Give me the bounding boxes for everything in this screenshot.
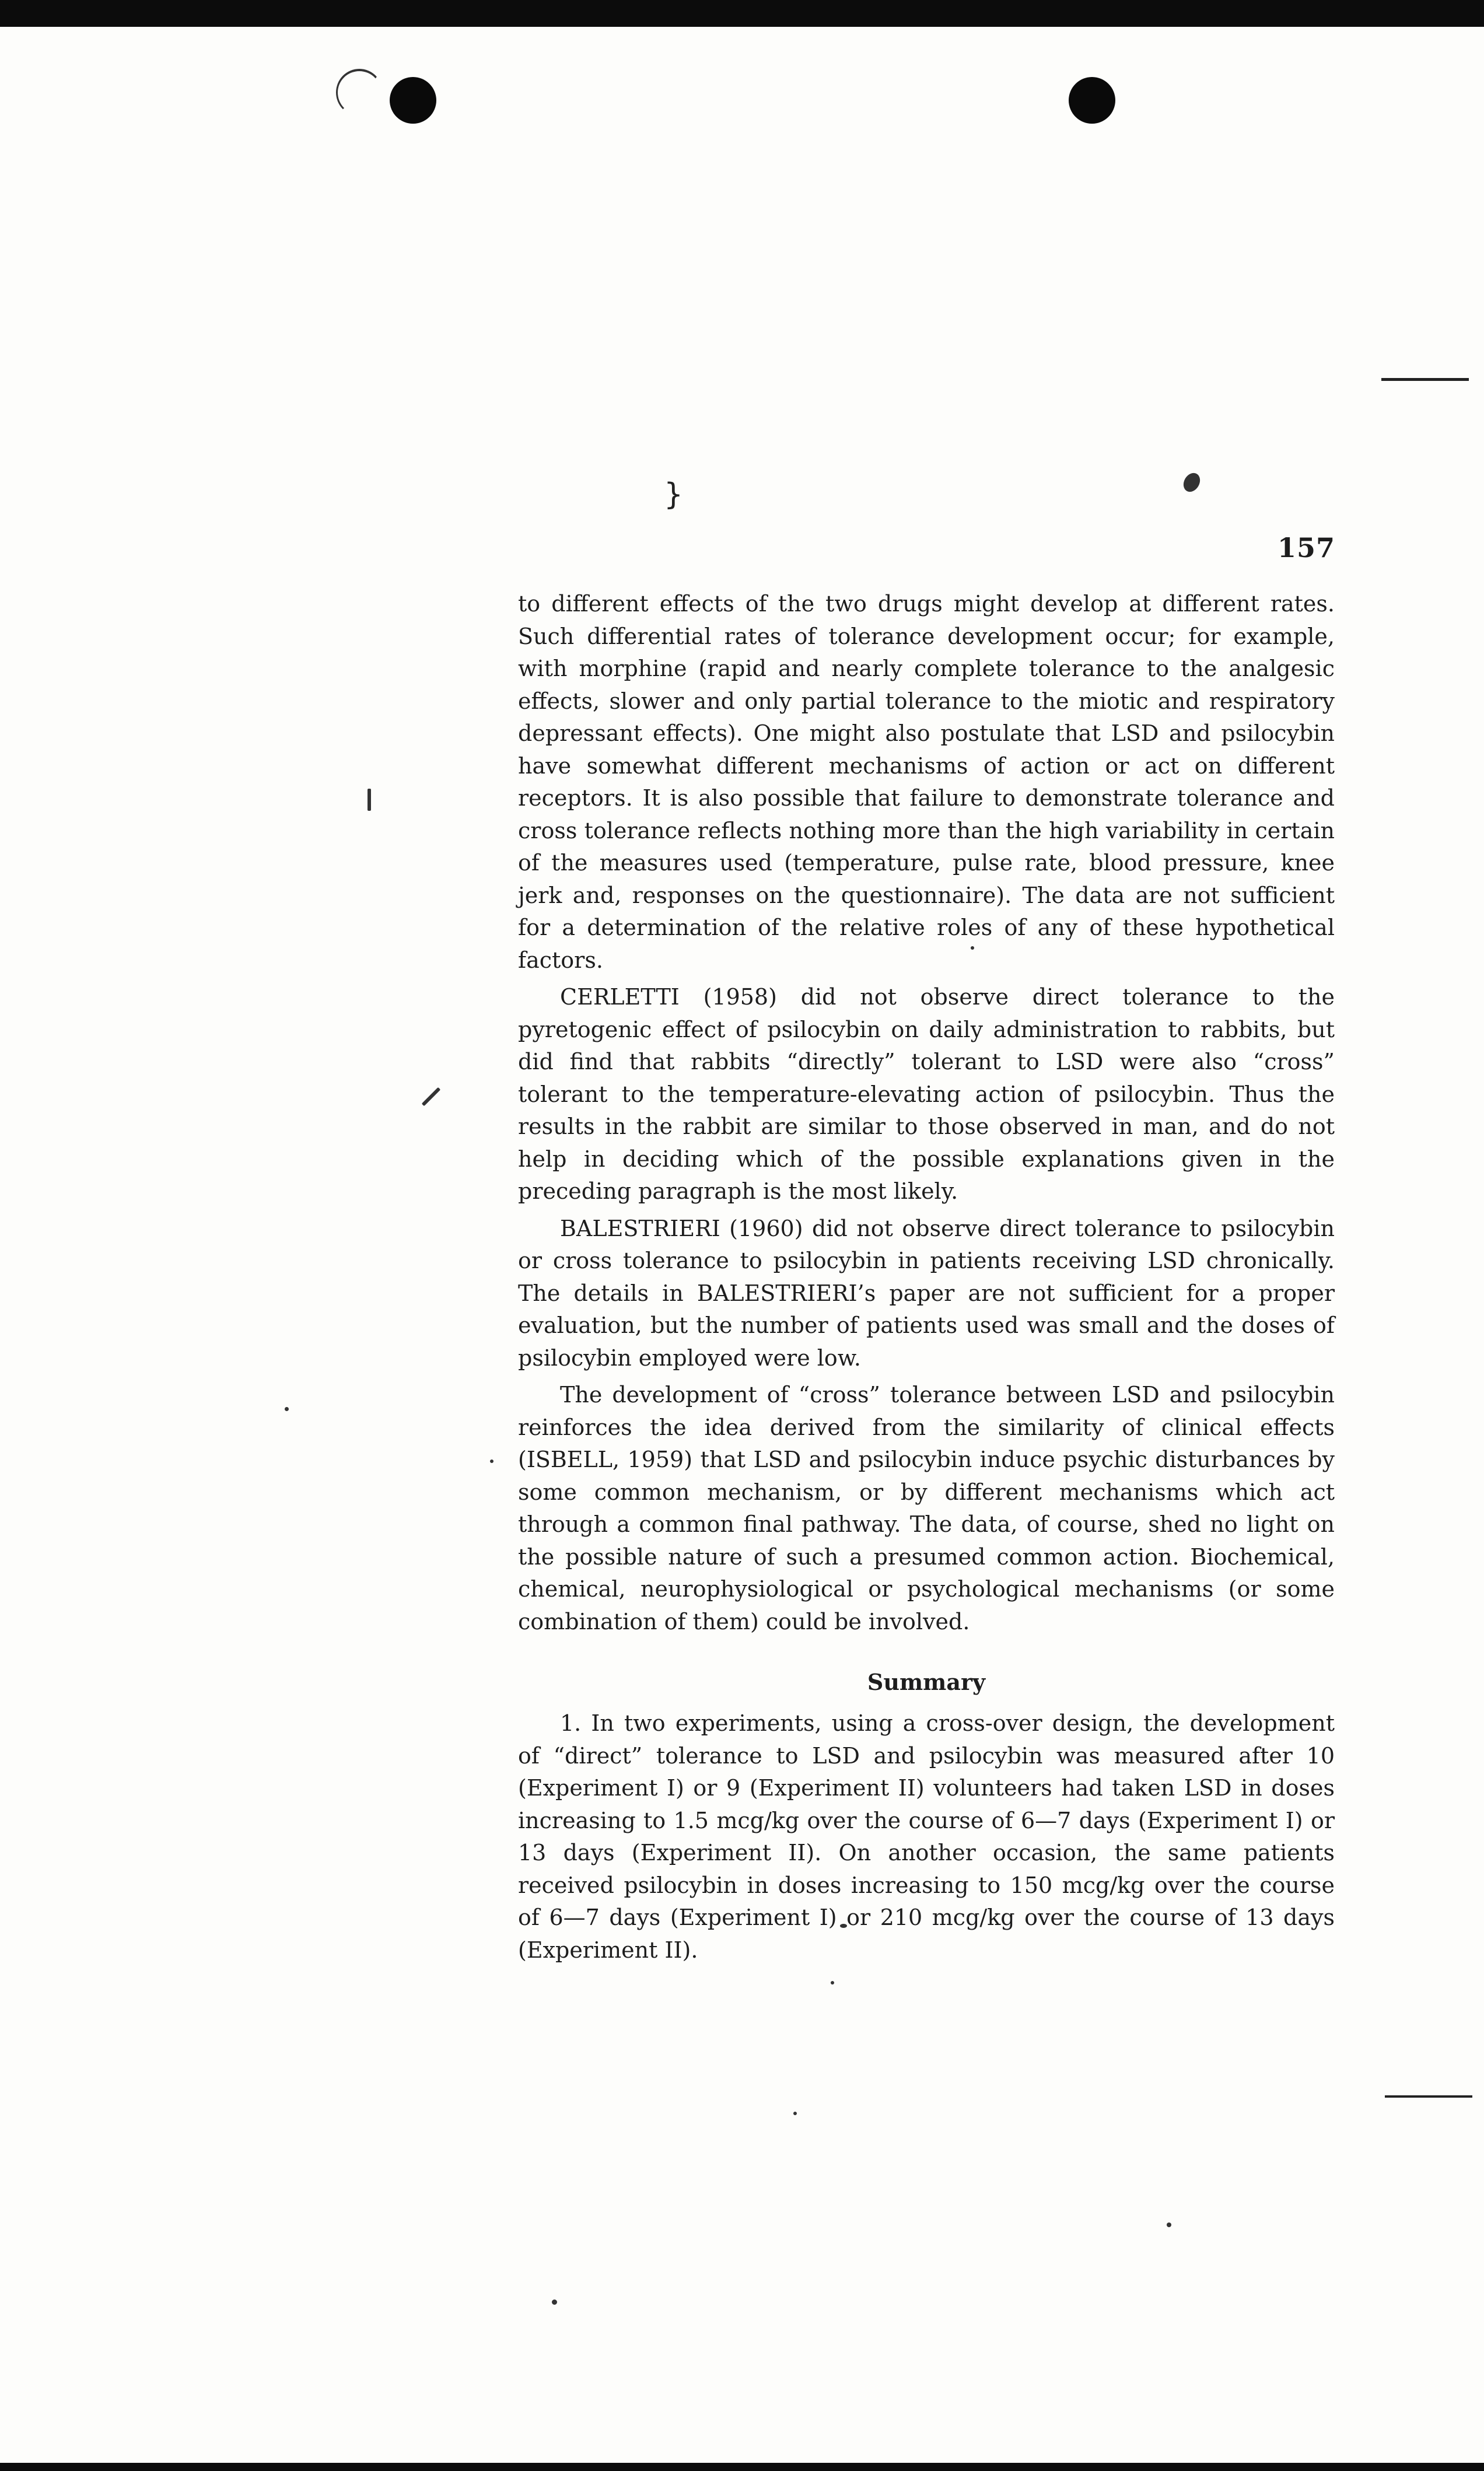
- paragraph-cerletti: CERLETTI (1958) did not observe direct tolerance to the pyretogenic effect of psilocybin on daily administration to rabbits, but did find that rabbits “directly” tolerant to LSD were also “cross” tolerant to the temperature-elevating action of psilocybin. Thus the results in the rabbit are similar to those observed in man, and do not help in deciding which of the possible explanations given in the preceding paragraph is the most likely.: [518, 984, 1335, 1204]
- scan-artifact-dot: [490, 1460, 494, 1463]
- paragraph-balestrieri: BALESTRIERI (1960) did not observe direct tolerance to psilocybin or cross tolerance to psilocybin in patients receiving LSD chronically. The details in BALESTRIERI’s paper are not sufficient for a proper evaluation, but the number of patients used was small and the doses of psilocybin employed were low.: [518, 1215, 1335, 1371]
- page-number: 157: [1278, 532, 1336, 564]
- punch-hole-left: [390, 77, 436, 124]
- scan-artifact-bracket: }: [664, 477, 684, 512]
- paragraph-tolerance-rates: to different effects of the two drugs might develop at different rates. Such differential rates of tolerance development occur; for example, with morphine (rapid and nearly complete tolerance to the analgesic effects, slower and only partial tolerance to the miotic and respiratory depressant effects). One might also postulate that LSD and psilocybin have somewhat different mechanisms of action or act on different receptors. It is also possible that failure to demonstrate tolerance and cross tolerance reflects nothing more than the high variability in certain of the measures used (temperature, pulse rate, blood pressure, knee jerk and, responses on the questionnaire). The data are not sufficient for a determination of the relative roles of any of these hypothetical factors.: [518, 591, 1335, 973]
- summary-item-1: 1. In two experiments, using a cross-over design, the development of “direct” tolerance to LSD and psilocybin was measured after 10 (Experiment I) or 9 (Experiment II) volunteers had taken LSD in doses increasing to 1.5 mcg/kg over the course of 6—7 days (Experiment I) or 13 days (Experiment II). On another occasion, the same patients received psilocybin in doses increasing to 150 mcg/kg over the course of 6—7 days (Experiment I) or 210 mcg/kg over the course of 13 days (Experiment II).: [518, 1710, 1335, 1963]
- scan-artifact-dot: [793, 2112, 797, 2115]
- section-heading-summary: Summary: [867, 1669, 986, 1695]
- scan-artifact-blot: [1180, 470, 1203, 495]
- scan-artifact-dot: [368, 789, 371, 811]
- scan-bottom-border: [0, 2463, 1484, 2471]
- scan-artifact-dot: [1167, 2222, 1171, 2227]
- scan-artifact-dot: [285, 1407, 289, 1411]
- page-body: [518, 588, 1335, 1971]
- scan-artifact-dash: [422, 1087, 441, 1107]
- scan-artifact-dot: [831, 1981, 834, 1985]
- punch-hole-shadow-left: [336, 69, 383, 116]
- scan-artifact-line-lower: [1385, 2095, 1472, 2098]
- scan-artifact-line-upper: [1381, 378, 1469, 381]
- scan-artifact-dot: [552, 2300, 557, 2305]
- punch-hole-right: [1069, 77, 1115, 124]
- paragraph-cross-tolerance: The development of “cross” tolerance between LSD and psilocybin reinforces the idea derived from the similarity of clinical effects (ISBELL, 1959) that LSD and psilocybin induce psychic disturbances by some common mechanism, or by different mechanisms which act through a common final pathway. The data, of course, shed no light on the possible nature of such a presumed common action. Biochemical, chemical, neurophysiological or psychological mechanisms (or some combination of them) could be involved.: [518, 1382, 1335, 1634]
- scan-top-border: [0, 0, 1484, 27]
